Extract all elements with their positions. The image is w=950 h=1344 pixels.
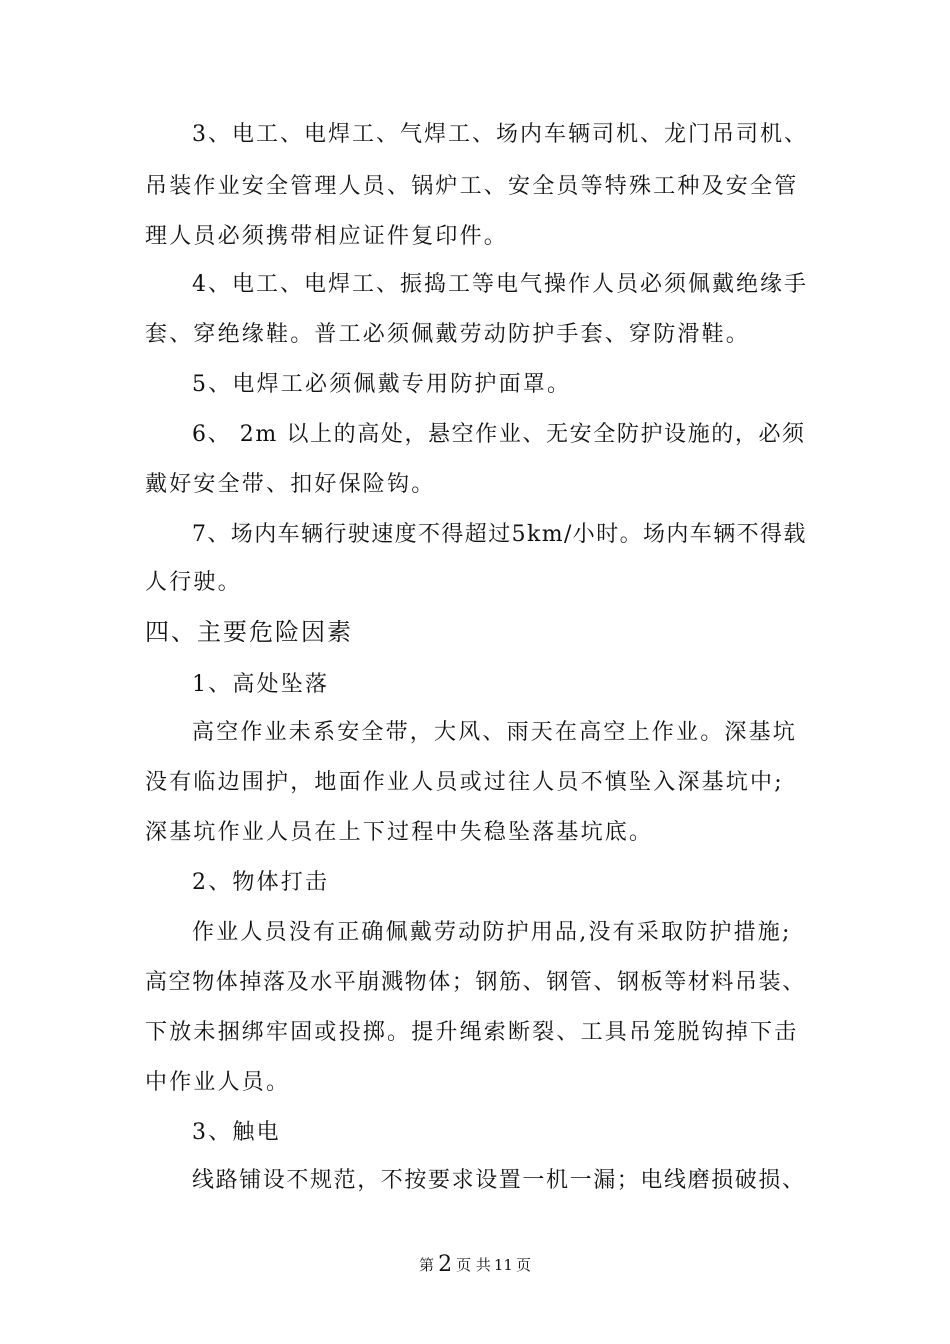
- section-4-heading: 四、主要危险因素: [145, 618, 353, 646]
- item-2-line-2: 高空物体掉落及水平崩溅物体；钢筋、钢管、钢板等材料吊装、: [145, 970, 806, 995]
- item-1-title: 1、高处坠落: [192, 672, 330, 697]
- item-1-line-1: 高空作业未系安全带，大风、雨天在高空上作业。深基坑: [192, 720, 798, 745]
- footer-page-number: 2: [438, 1252, 453, 1277]
- item-3-title: 3、触电: [192, 1120, 281, 1145]
- paragraph-6-line-1: 6、 2m 以上的高处，悬空作业、无安全防护设施的，必须: [192, 422, 806, 447]
- paragraph-4-line-1: 4、电工、电焊工、振捣工等电气操作人员必须佩戴绝缘手: [192, 272, 808, 297]
- item-1-line-3: 深基坑作业人员在上下过程中失稳坠落基坑底。: [145, 820, 654, 845]
- paragraph-5-line-1: 5、电焊工必须佩戴专用防护面罩。: [192, 372, 572, 397]
- item-2-line-4: 中作业人员。: [145, 1070, 291, 1095]
- item-3-line-1: 线路铺设不规范，不按要求设置一机一漏；电线磨损破损、: [192, 1168, 806, 1193]
- item-2-line-1: 作业人员没有正确佩戴劳动防护用品,没有采取防护措施;: [192, 920, 792, 945]
- page-footer: [0, 1250, 950, 1280]
- footer-prefix: 第: [419, 1256, 435, 1274]
- footer-suffix: 页: [515, 1256, 531, 1274]
- item-2-title: 2、物体打击: [192, 870, 330, 895]
- item-2-line-3: 下放未捆绑牢固或投掷。提升绳索断裂、工具吊笼脱钩掉下击: [145, 1020, 799, 1045]
- paragraph-3-line-2: 吊装作业安全管理人员、锅炉工、安全员等特殊工种及安全管: [145, 174, 799, 199]
- paragraph-3-line-1: 3、电工、电焊工、气焊工、场内车辆司机、龙门吊司机、: [192, 122, 808, 147]
- paragraph-7-line-2: 人行驶。: [145, 570, 242, 595]
- item-1-line-2: 没有临边围护，地面作业人员或过往人员不慎坠入深基坑中;: [145, 770, 784, 795]
- footer-total-pages: 11: [493, 1256, 513, 1274]
- paragraph-4-line-2: 套、穿绝缘鞋。普工必须佩戴劳动防护手套、穿防滑鞋。: [145, 322, 751, 347]
- paragraph-3-line-3: 理人员必须携带相应证件复印件。: [145, 224, 509, 249]
- paragraph-6-line-2: 戴好安全带、扣好保险钩。: [145, 472, 436, 497]
- paragraph-7-line-1: 7、场内车辆行驶速度不得超过5km/小时。场内车辆不得载: [192, 522, 807, 547]
- footer-middle: 页 共: [456, 1256, 491, 1274]
